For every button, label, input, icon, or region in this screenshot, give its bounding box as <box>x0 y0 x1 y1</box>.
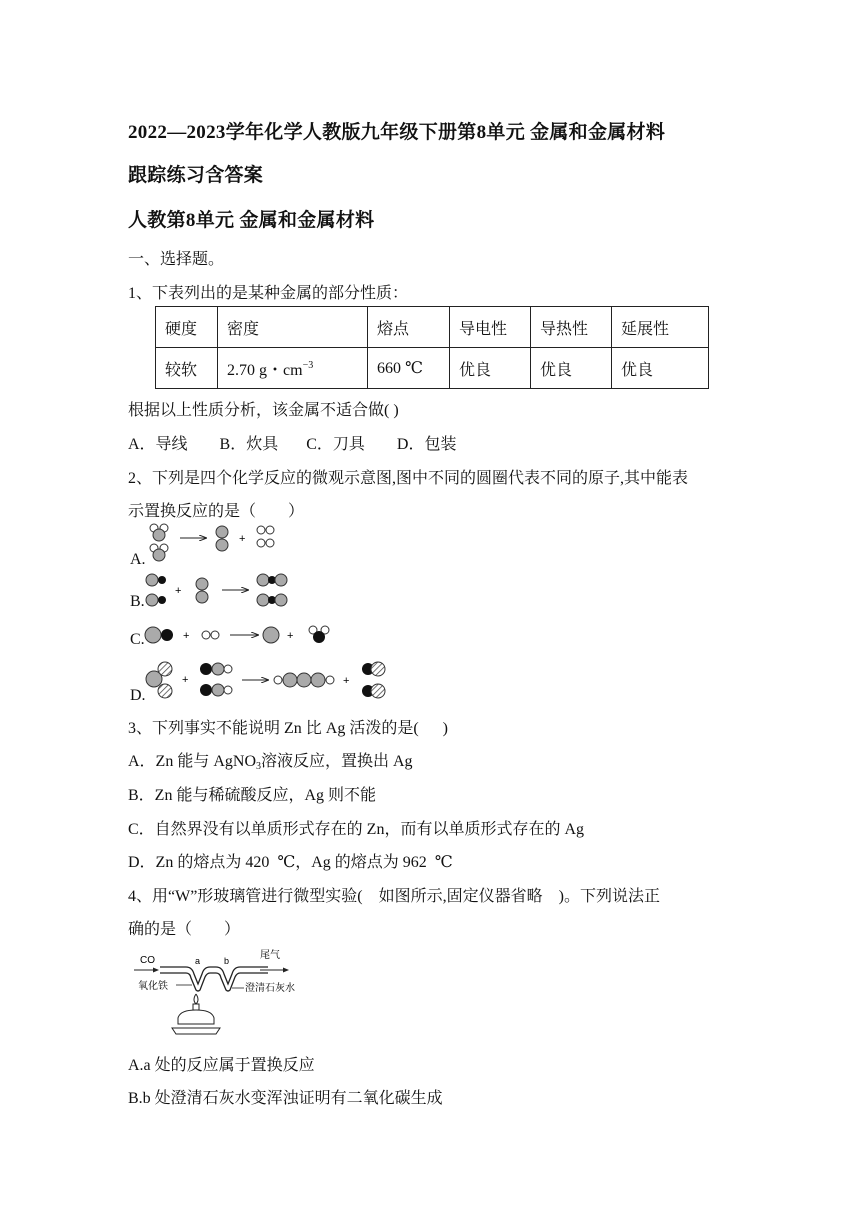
doc-title-line1: 2022—2023学年化学人教版九年级下册第8单元 金属和金属材料 <box>128 122 666 143</box>
q4-option-b: B.b 处澄清石灰水变浑浊证明有二氧化碳生成 <box>128 1090 443 1107</box>
q3-stem: 3、下列事实不能说明 Zn 比 Ag 活泼的是( ) <box>128 720 448 737</box>
molecule-d3 <box>200 684 232 696</box>
q4-stem-line2: 确的是（ ） <box>128 921 241 938</box>
q2-stem-line1: 2、下列是四个化学反应的微观示意图,图中不同的圆圈代表不同的原子,其中能表 <box>128 470 689 487</box>
reaction-diagram-d <box>140 656 400 702</box>
q2-label-c: C. <box>130 631 145 648</box>
q4-option-a: A.a 处的反应属于置换反应 <box>128 1057 315 1074</box>
flame-icon <box>194 994 198 1004</box>
plus-sign: + <box>287 630 294 642</box>
product-c1 <box>263 627 279 643</box>
plus-sign: + <box>182 674 189 686</box>
table-header-cell: 导热性 <box>531 307 612 348</box>
q4-stem-line1: 4、用“W”形玻璃管进行微型实验( 如图所示,固定仪器省略 )。下列说法正 <box>128 888 660 905</box>
table-header-cell: 密度 <box>218 307 368 348</box>
plus-sign: + <box>183 630 190 642</box>
table-cell: 较软 <box>156 348 218 389</box>
q3-option-d: D．Zn 的熔点为 420 ℃，Ag 的熔点为 962 ℃ <box>128 854 453 871</box>
properties-table <box>155 306 709 389</box>
molecule-a2 <box>150 544 168 561</box>
table-header-cell: 导电性 <box>450 307 531 348</box>
q2-label-b: B. <box>130 593 145 610</box>
q2-stem-line2: 示置换反应的是（ ） <box>128 503 305 520</box>
doc-title-line2: 跟踪练习含答案 <box>128 165 264 186</box>
table-header-cell: 延展性 <box>612 307 709 348</box>
product-d2 <box>362 662 385 676</box>
q3-option-a-text: A．Zn 能与 AgNO <box>128 753 256 770</box>
plus-sign: + <box>175 585 182 597</box>
unit-title: 人教第8单元 金属和金属材料 <box>128 210 375 231</box>
q3-option-c: C．自然界没有以单质形式存在的 Zn，而有以单质形式存在的 Ag <box>128 821 585 838</box>
molecule-c2 <box>202 631 219 639</box>
reaction-diagram-c <box>140 620 340 650</box>
q3-option-a-text-end: 溶液反应，置换出 Ag <box>261 753 413 770</box>
q1-options: A．导线 B．炊具 C．刀具 D．包装 <box>128 436 457 453</box>
density-exponent: −3 <box>302 359 314 371</box>
table-header-cell: 硬度 <box>156 307 218 348</box>
section-heading: 一、选择题。 <box>128 251 225 268</box>
q1-question: 根据以上性质分析，该金属不适合做( ) <box>128 402 399 419</box>
w-glass-tube <box>160 967 268 984</box>
q3-option-b: B．Zn 能与稀硫酸反应，Ag 则不能 <box>128 787 377 804</box>
table-cell: 660 ℃ <box>368 348 450 389</box>
product-a1 <box>216 526 228 551</box>
table-cell: 优良 <box>450 348 531 389</box>
plus-sign: + <box>343 675 350 687</box>
table-cell: 优良 <box>612 348 709 389</box>
molecule-a1 <box>150 524 168 541</box>
product-d3 <box>362 684 385 698</box>
limewater-label: 澄清石灰水 <box>245 983 295 994</box>
table-cell: 优良 <box>531 348 612 389</box>
molecule-d2 <box>200 663 232 675</box>
molecule-c1 <box>145 627 173 643</box>
exhaust-label: 尾气 <box>260 950 280 961</box>
table-header-row <box>156 307 709 348</box>
label-a: a <box>195 956 201 966</box>
alcohol-lamp <box>172 994 220 1034</box>
q3-option-a-subscript: 3 <box>256 761 261 772</box>
table-header-cell: 熔点 <box>368 307 450 348</box>
molecule-d1 <box>146 662 172 698</box>
product-c2 <box>309 626 329 643</box>
table-cell-density <box>218 348 368 389</box>
plus-sign: + <box>239 533 246 545</box>
q2-label-d: D. <box>130 687 146 704</box>
product-b2 <box>257 594 287 606</box>
molecule-b3 <box>196 578 208 603</box>
table-row <box>156 348 709 389</box>
molecule-b2 <box>146 594 166 606</box>
density-value: 2.70 g・cm <box>227 361 303 379</box>
product-b1 <box>257 574 287 586</box>
iron-oxide-label: 氧化铁 <box>138 981 168 992</box>
molecule-b1 <box>146 574 166 586</box>
co-label: CO <box>140 955 155 966</box>
product-d1 <box>274 673 334 687</box>
reaction-diagram-b <box>140 570 300 610</box>
q2-label-a: A. <box>130 551 146 568</box>
q1-stem: 1、下表列出的是某种金属的部分性质： <box>128 285 409 302</box>
q3-option-a <box>128 748 413 772</box>
product-a2 <box>257 526 274 547</box>
w-tube-apparatus-figure <box>128 948 328 1040</box>
reaction-diagram-a <box>140 520 290 565</box>
label-b: b <box>224 956 230 966</box>
